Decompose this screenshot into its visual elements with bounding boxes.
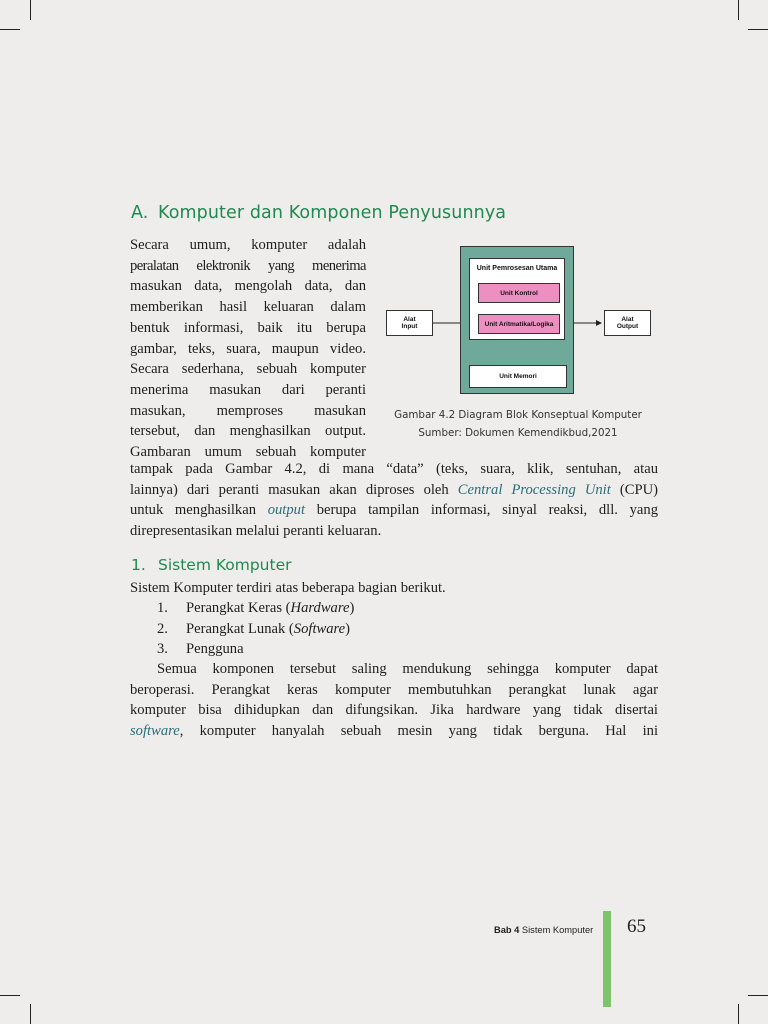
text-line: Secara sederhana, sebuah komputer <box>130 361 366 378</box>
list-item: 2. Perangkat Lunak (Software) <box>157 620 351 637</box>
crop-mark <box>748 29 768 30</box>
cpu-inner-box <box>469 258 565 340</box>
caption-title: Gambar 4.2 Diagram Blok Konseptual Komputer <box>394 409 642 421</box>
subsection-title: Sistem Komputer <box>158 556 292 574</box>
crop-mark <box>738 0 739 20</box>
chapter-number: Bab 4 <box>494 925 520 935</box>
text-line: tersebut, dan menghasilkan output. <box>130 423 366 440</box>
component-list <box>157 598 354 660</box>
body-paragraph <box>130 659 658 742</box>
crop-mark <box>738 1004 739 1024</box>
output-term: output <box>267 502 305 519</box>
alu-box: Unit Aritmatika/Logika <box>478 314 560 334</box>
figure-caption <box>380 406 656 442</box>
footer-accent-bar <box>603 911 611 1007</box>
memory-unit-box: Unit Memori <box>469 365 567 388</box>
crop-mark <box>0 29 20 30</box>
text-line: komputer bisa dihidupkan dan difungsikan. Jika hardware yang tidak disertai <box>130 702 658 719</box>
text-line: masukan data, mengolah data, dan <box>130 278 366 295</box>
list-item: 3. Pengguna <box>157 641 244 658</box>
subsection-lead: Sistem Komputer terdiri atas beberapa bagian berikut. <box>130 580 446 596</box>
cpu-title: Unit Pemrosesan Utama <box>476 265 558 272</box>
page-number: 65 <box>627 916 646 937</box>
section-number: A. <box>131 203 149 223</box>
subsection-number: 1. <box>131 556 146 574</box>
intro-continued <box>130 459 658 542</box>
text-line: Semua komponen tersebut saling mendukung sehingga komputer dapat <box>157 661 658 677</box>
text-line: memberikan hasil keluaran dalam <box>130 299 366 316</box>
cpu-term: Central Processing Unit <box>457 481 611 498</box>
input-device-box: Alat Input <box>386 310 433 336</box>
control-unit-box: Unit Kontrol <box>478 283 560 303</box>
software-term: software <box>130 723 180 740</box>
crop-mark <box>0 995 20 996</box>
output-device-box: Alat Output <box>604 310 651 336</box>
text-line: Secara umum, komputer adalah <box>130 237 366 253</box>
text-line: masukan, memproses masukan <box>130 402 366 419</box>
list-item: 1. Perangkat Keras (Hardware) <box>157 600 355 616</box>
crop-mark <box>30 0 31 20</box>
subsection-heading <box>131 556 291 574</box>
section-title: Komputer dan Komponen Penyusunnya <box>158 203 507 223</box>
crop-mark <box>30 1004 31 1024</box>
caption-source: Sumber: Dokumen Kemendikbud,2021 <box>418 427 618 439</box>
text-line: lainnya) dari peranti masukan akan diproses oleh Central Processing Unit (CPU) <box>130 481 658 498</box>
section-heading <box>131 203 506 223</box>
text-line: peralatan elektronik yang menerima <box>130 257 366 274</box>
text-line: software, komputer hanyalah sebuah mesin yang tidak berguna. Hal ini <box>130 723 658 740</box>
text-line: bentuk informasi, baik itu berupa <box>130 319 366 336</box>
cpu-box <box>460 246 574 394</box>
text-line: gambar, teks, suara, maupun video. <box>130 340 366 357</box>
running-footer <box>494 925 593 935</box>
crop-mark <box>748 995 768 996</box>
text-line: direpresentasikan melalui peranti keluaran. <box>130 523 382 540</box>
intro-paragraph <box>130 235 366 463</box>
block-diagram <box>380 244 670 404</box>
chapter-title: Sistem Komputer <box>519 925 594 935</box>
text-line: tampak pada Gambar 4.2, di mana “data” (teks, suara, klik, sentuhan, atau <box>130 461 658 477</box>
text-line: beroperasi. Perangkat keras komputer membutuhkan perangkat lunak agar <box>130 681 658 698</box>
text-line: menerima masukan dari peranti <box>130 381 366 398</box>
text-line: untuk menghasilkan output berupa tampilan informasi, sinyal reaksi, dll. yang <box>130 502 658 519</box>
text-line: Gambaran umum sebuah komputer <box>130 444 366 461</box>
